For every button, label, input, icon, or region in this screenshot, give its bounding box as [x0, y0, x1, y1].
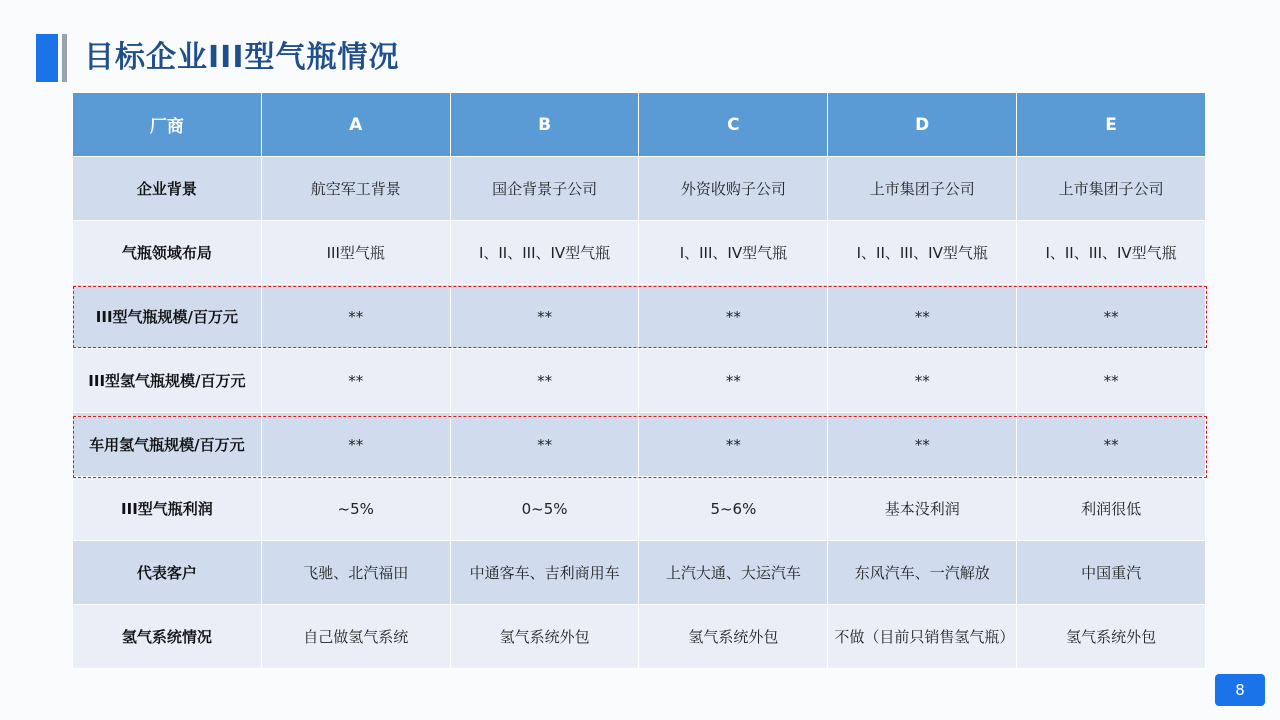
table-cell: 东风汽车、一汽解放 [828, 541, 1017, 605]
table-cell: 0~5% [450, 477, 639, 541]
row-label: 代表客户 [73, 541, 262, 605]
table-cell: 氢气系统外包 [639, 605, 828, 669]
table-cell: ** [639, 413, 828, 477]
company-comparison-table [72, 92, 1206, 669]
table-row [73, 285, 1206, 349]
table-cell: 不做（目前只销售氢气瓶） [828, 605, 1017, 669]
title-accent-bar [36, 34, 58, 82]
table-cell: 中通客车、吉利商用车 [450, 541, 639, 605]
table-cell: ** [1017, 413, 1206, 477]
table-row [73, 349, 1206, 413]
table-cell: I、II、III、IV型气瓶 [1017, 221, 1206, 285]
table-cell: ** [1017, 285, 1206, 349]
table-cell: ** [261, 349, 450, 413]
table-cell: I、II、III、IV型气瓶 [828, 221, 1017, 285]
table-cell: ~5% [261, 477, 450, 541]
table-cell: 基本没利润 [828, 477, 1017, 541]
table-cell: ** [261, 285, 450, 349]
page-title: 目标企业III型气瓶情况 [84, 40, 400, 75]
table-cell: I、III、IV型气瓶 [639, 221, 828, 285]
table-cell: III型气瓶 [261, 221, 450, 285]
row-label: III型气瓶规模/百万元 [73, 285, 262, 349]
table-cell: ** [261, 413, 450, 477]
table-cell: ** [450, 413, 639, 477]
table-cell: ** [639, 349, 828, 413]
table-cell: ** [828, 349, 1017, 413]
table-cell: 利润很低 [1017, 477, 1206, 541]
table-cell: ** [1017, 349, 1206, 413]
header-company-b: B [450, 93, 639, 157]
table-cell: 中国重汽 [1017, 541, 1206, 605]
table-cell: 国企背景子公司 [450, 157, 639, 221]
table-row [73, 477, 1206, 541]
header-company-e: E [1017, 93, 1206, 157]
row-label: III型氢气瓶规模/百万元 [73, 349, 262, 413]
table-cell: ** [450, 349, 639, 413]
table-cell: 氢气系统外包 [450, 605, 639, 669]
row-label: 氢气系统情况 [73, 605, 262, 669]
table-row [73, 221, 1206, 285]
table-cell: ** [828, 285, 1017, 349]
header-company-d: D [828, 93, 1017, 157]
table-cell: 自己做氢气系统 [261, 605, 450, 669]
page-number-badge: 8 [1215, 674, 1265, 706]
header-company-a: A [261, 93, 450, 157]
row-label: 企业背景 [73, 157, 262, 221]
row-label: III型气瓶利润 [73, 477, 262, 541]
row-label: 气瓶领域布局 [73, 221, 262, 285]
table-cell: 5~6% [639, 477, 828, 541]
table-cell: 外资收购子公司 [639, 157, 828, 221]
table-cell: 航空军工背景 [261, 157, 450, 221]
title-accent-bar-secondary [62, 34, 67, 82]
row-label: 车用氢气瓶规模/百万元 [73, 413, 262, 477]
table-row [73, 605, 1206, 669]
table-cell: 上市集团子公司 [828, 157, 1017, 221]
table-cell: ** [828, 413, 1017, 477]
table-cell: ** [639, 285, 828, 349]
header-manufacturer: 厂商 [73, 93, 262, 157]
table-row [73, 157, 1206, 221]
table-cell: 飞驰、北汽福田 [261, 541, 450, 605]
table-cell: 上市集团子公司 [1017, 157, 1206, 221]
table-cell: 氢气系统外包 [1017, 605, 1206, 669]
table-row [73, 541, 1206, 605]
header-company-c: C [639, 93, 828, 157]
table-cell: I、II、III、IV型气瓶 [450, 221, 639, 285]
table-cell: ** [450, 285, 639, 349]
table-cell: 上汽大通、大运汽车 [639, 541, 828, 605]
table-row [73, 413, 1206, 477]
